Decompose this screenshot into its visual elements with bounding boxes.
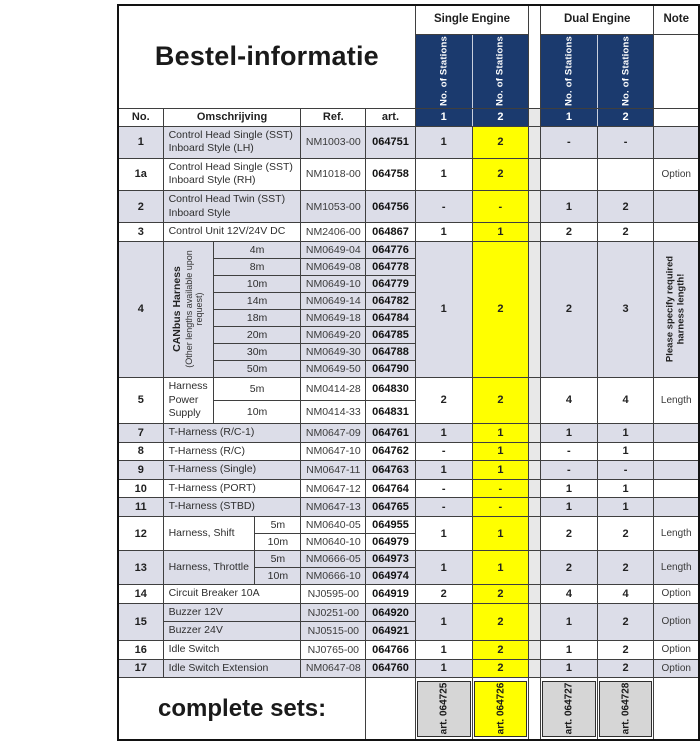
row-no: 8 bbox=[118, 442, 163, 461]
length-option: 10m bbox=[213, 400, 301, 423]
ref-code: NM0649-10 bbox=[301, 275, 366, 292]
qty-dual-1: 1 bbox=[541, 641, 598, 660]
ref-code: NM0414-33 bbox=[301, 400, 366, 423]
item-description: Control Head Twin (SST) Inboard Style bbox=[163, 191, 301, 223]
qty-single-1: 1 bbox=[415, 126, 472, 158]
note-cell bbox=[654, 442, 699, 461]
qty-dual-1: 2 bbox=[541, 241, 598, 377]
note-cell bbox=[654, 479, 699, 498]
art-number: 064778 bbox=[366, 258, 416, 275]
qty-dual-1: 1 bbox=[541, 423, 598, 442]
qty-dual-2: 1 bbox=[597, 479, 654, 498]
qty-single-1: 1 bbox=[415, 641, 472, 660]
item-description: Circuit Breaker 10A bbox=[163, 585, 301, 604]
art-number: 064760 bbox=[366, 659, 416, 678]
station-count-single-1: 1 bbox=[415, 108, 472, 126]
art-number: 064955 bbox=[366, 517, 416, 534]
art-number: 064763 bbox=[366, 461, 416, 480]
qty-single-1: 1 bbox=[415, 461, 472, 480]
spacer-cell bbox=[529, 377, 541, 423]
qty-single-2: 2 bbox=[472, 241, 529, 377]
stations-cell-single-1 bbox=[415, 34, 472, 108]
footer-art-dual-1 bbox=[541, 678, 598, 740]
spacer-cell bbox=[529, 498, 541, 517]
stations-label: No. of Stations bbox=[438, 35, 450, 107]
stations-cell-dual-1 bbox=[541, 34, 598, 108]
qty-dual-1: - bbox=[541, 461, 598, 480]
qty-single-1: 1 bbox=[415, 551, 472, 585]
row-no: 1 bbox=[118, 126, 163, 158]
qty-single-1: - bbox=[415, 191, 472, 223]
item-description: Control Head Single (SST) Inboard Style (LH) bbox=[163, 126, 301, 158]
art-number: 064973 bbox=[366, 551, 416, 568]
col-header-no: No. bbox=[118, 108, 163, 126]
qty-single-2: - bbox=[472, 191, 529, 223]
ref-code: NM0649-30 bbox=[301, 343, 366, 360]
length-option: 14m bbox=[213, 292, 301, 309]
ref-code: NM0647-13 bbox=[301, 498, 366, 517]
qty-single-1: 1 bbox=[415, 241, 472, 377]
qty-dual-2: 1 bbox=[597, 442, 654, 461]
spacer-cell bbox=[529, 423, 541, 442]
art-number: 064867 bbox=[366, 223, 416, 242]
note-cell bbox=[654, 498, 699, 517]
table-row bbox=[118, 461, 699, 480]
art-number: 064790 bbox=[366, 360, 416, 377]
header-spacer bbox=[529, 5, 541, 108]
art-number: 064979 bbox=[366, 534, 416, 551]
item-description: Harness, Throttle bbox=[163, 551, 255, 585]
art-number: 064765 bbox=[366, 498, 416, 517]
col-header-ref: Ref. bbox=[301, 108, 366, 126]
stations-label: No. of Stations bbox=[620, 35, 632, 107]
ref-code: NM0649-20 bbox=[301, 326, 366, 343]
qty-dual-2: 2 bbox=[597, 191, 654, 223]
ref-code: NM1018-00 bbox=[301, 158, 366, 190]
ref-code: NM0414-28 bbox=[301, 377, 366, 400]
item-description: T-Harness (Single) bbox=[163, 461, 301, 480]
ref-code: NM0647-11 bbox=[301, 461, 366, 480]
qty-single-2: 1 bbox=[472, 461, 529, 480]
qty-dual-2: 2 bbox=[597, 551, 654, 585]
item-description: Buzzer 24V bbox=[163, 622, 301, 641]
ref-code: NM0647-10 bbox=[301, 442, 366, 461]
length-option: 5m bbox=[255, 551, 301, 568]
length-option: 30m bbox=[213, 343, 301, 360]
note-cell: Length bbox=[654, 517, 699, 551]
ref-code: NM0649-14 bbox=[301, 292, 366, 309]
table-row bbox=[118, 498, 699, 517]
item-description: T-Harness (PORT) bbox=[163, 479, 301, 498]
qty-single-2: 1 bbox=[472, 517, 529, 551]
item-description: Idle Switch bbox=[163, 641, 301, 660]
spacer-cell bbox=[529, 641, 541, 660]
row-no: 13 bbox=[118, 551, 163, 585]
qty-single-2: 1 bbox=[472, 423, 529, 442]
dual-engine-header: Dual Engine bbox=[541, 5, 654, 34]
col-header-art: art. bbox=[366, 108, 416, 126]
station-count-dual-1: 1 bbox=[541, 108, 598, 126]
qty-dual-2 bbox=[597, 158, 654, 190]
art-number: 064764 bbox=[366, 479, 416, 498]
ref-code: NM0649-50 bbox=[301, 360, 366, 377]
spacer-cell bbox=[529, 479, 541, 498]
qty-dual-1: 2 bbox=[541, 517, 598, 551]
table-row bbox=[118, 423, 699, 442]
note-cell: Length bbox=[654, 551, 699, 585]
art-number: 064776 bbox=[366, 241, 416, 258]
art-number: 064919 bbox=[366, 585, 416, 604]
length-option: 5m bbox=[255, 517, 301, 534]
length-option: 10m bbox=[255, 568, 301, 585]
qty-single-2: 1 bbox=[472, 223, 529, 242]
art-number: 064762 bbox=[366, 442, 416, 461]
row-no: 12 bbox=[118, 517, 163, 551]
spacer-cell bbox=[529, 108, 541, 126]
art-number: 064831 bbox=[366, 400, 416, 423]
item-description-vertical bbox=[163, 241, 213, 377]
art-number: 064830 bbox=[366, 377, 416, 400]
length-option: 5m bbox=[213, 377, 301, 400]
art-number: 064785 bbox=[366, 326, 416, 343]
item-description: Buzzer 12V bbox=[163, 603, 301, 622]
spacer-cell bbox=[529, 241, 541, 377]
qty-dual-1: 1 bbox=[541, 479, 598, 498]
spacer-cell bbox=[529, 223, 541, 242]
row-no: 16 bbox=[118, 641, 163, 660]
engine-header-row bbox=[118, 5, 699, 34]
row-no: 17 bbox=[118, 659, 163, 678]
row-no: 4 bbox=[118, 241, 163, 377]
qty-single-2: - bbox=[472, 479, 529, 498]
station-count-dual-2: 2 bbox=[597, 108, 654, 126]
art-number-vertical: art. 064728 bbox=[620, 682, 632, 735]
qty-single-2: 2 bbox=[472, 585, 529, 604]
qty-single-1: 1 bbox=[415, 659, 472, 678]
note-cell: Option bbox=[654, 603, 699, 640]
art-number: 064782 bbox=[366, 292, 416, 309]
table-row bbox=[118, 659, 699, 678]
note-cell-vertical bbox=[654, 241, 699, 377]
note-cell bbox=[654, 191, 699, 223]
qty-single-1: 1 bbox=[415, 158, 472, 190]
length-option: 8m bbox=[213, 258, 301, 275]
length-option: 50m bbox=[213, 360, 301, 377]
ref-code: NM0666-05 bbox=[301, 551, 366, 568]
single-engine-header: Single Engine bbox=[415, 5, 528, 34]
col-header-omschrijving: Omschrijving bbox=[163, 108, 301, 126]
spacer-cell bbox=[529, 126, 541, 158]
table-row bbox=[118, 517, 699, 534]
ref-code: NM0649-18 bbox=[301, 309, 366, 326]
art-number: 064921 bbox=[366, 622, 416, 641]
order-rows bbox=[118, 126, 699, 678]
qty-dual-1: 1 bbox=[541, 191, 598, 223]
footer-art-single-1 bbox=[415, 678, 472, 740]
table-row bbox=[118, 641, 699, 660]
art-number: 064761 bbox=[366, 423, 416, 442]
qty-single-1: - bbox=[415, 479, 472, 498]
qty-dual-1: - bbox=[541, 126, 598, 158]
art-box bbox=[599, 681, 653, 737]
spacer-cell bbox=[529, 158, 541, 190]
stations-cell-single-2 bbox=[472, 34, 529, 108]
qty-dual-1: 1 bbox=[541, 659, 598, 678]
qty-single-1: 1 bbox=[415, 423, 472, 442]
ref-code: NM0647-12 bbox=[301, 479, 366, 498]
art-number: 064788 bbox=[366, 343, 416, 360]
stations-label: No. of Stations bbox=[563, 35, 575, 107]
qty-dual-2: - bbox=[597, 126, 654, 158]
qty-single-2: 1 bbox=[472, 551, 529, 585]
qty-dual-1: 4 bbox=[541, 585, 598, 604]
qty-dual-2: 2 bbox=[597, 223, 654, 242]
complete-sets-row bbox=[118, 678, 699, 740]
note-cell: Length bbox=[654, 377, 699, 423]
art-number: 064766 bbox=[366, 641, 416, 660]
row-no: 3 bbox=[118, 223, 163, 242]
spacer-cell bbox=[529, 603, 541, 640]
art-number: 064779 bbox=[366, 275, 416, 292]
table-row bbox=[118, 241, 699, 258]
qty-dual-2: 2 bbox=[597, 659, 654, 678]
qty-single-1: - bbox=[415, 498, 472, 517]
qty-dual-2: - bbox=[597, 461, 654, 480]
column-header-row bbox=[118, 108, 699, 126]
art-number: 064920 bbox=[366, 603, 416, 622]
art-box-highlighted bbox=[474, 681, 528, 737]
qty-single-2: 2 bbox=[472, 158, 529, 190]
length-option: 20m bbox=[213, 326, 301, 343]
row-no: 15 bbox=[118, 603, 163, 640]
art-number: 064974 bbox=[366, 568, 416, 585]
qty-dual-2: 3 bbox=[597, 241, 654, 377]
ref-code: NM0640-10 bbox=[301, 534, 366, 551]
qty-single-2: 2 bbox=[472, 659, 529, 678]
qty-single-1: 2 bbox=[415, 585, 472, 604]
qty-dual-1: 2 bbox=[541, 223, 598, 242]
ref-code: NM1053-00 bbox=[301, 191, 366, 223]
item-description: Control Unit 12V/24V DC bbox=[163, 223, 301, 242]
item-description: T-Harness (R/C) bbox=[163, 442, 301, 461]
vertical-label: CANbus Harness (Other lengths available upon request) bbox=[171, 250, 205, 369]
art-number: 064751 bbox=[366, 126, 416, 158]
art-number: 064758 bbox=[366, 158, 416, 190]
note-cell bbox=[654, 126, 699, 158]
table-row bbox=[118, 191, 699, 223]
note-cell: Option bbox=[654, 659, 699, 678]
length-option: 10m bbox=[255, 534, 301, 551]
length-option: 18m bbox=[213, 309, 301, 326]
stations-label: No. of Stations bbox=[494, 35, 506, 107]
qty-dual-2: 4 bbox=[597, 377, 654, 423]
spacer-cell bbox=[529, 442, 541, 461]
qty-single-1: 1 bbox=[415, 517, 472, 551]
qty-single-2: - bbox=[472, 498, 529, 517]
note-cell: Option bbox=[654, 641, 699, 660]
spacer-cell bbox=[529, 191, 541, 223]
note-empty-cell bbox=[654, 108, 699, 126]
qty-single-1: 1 bbox=[415, 603, 472, 640]
qty-single-2: 1 bbox=[472, 442, 529, 461]
qty-single-2: 2 bbox=[472, 641, 529, 660]
table-row bbox=[118, 126, 699, 158]
table-row bbox=[118, 442, 699, 461]
spacer-cell bbox=[529, 585, 541, 604]
qty-dual-1: - bbox=[541, 442, 598, 461]
table-row bbox=[118, 479, 699, 498]
art-number-vertical: art. 064727 bbox=[563, 682, 575, 735]
row-no: 5 bbox=[118, 377, 163, 423]
item-description: Idle Switch Extension bbox=[163, 659, 301, 678]
art-box bbox=[542, 681, 596, 737]
qty-dual-2: 4 bbox=[597, 585, 654, 604]
ref-code: NJ0515-00 bbox=[301, 622, 366, 641]
note-cell: Option bbox=[654, 158, 699, 190]
vertical-note: Please specify required harness length! bbox=[664, 256, 688, 363]
note-cell bbox=[654, 423, 699, 442]
art-number: 064784 bbox=[366, 309, 416, 326]
note-cell: Option bbox=[654, 585, 699, 604]
page-title-cell bbox=[118, 5, 415, 108]
table-row bbox=[118, 603, 699, 622]
row-no: 9 bbox=[118, 461, 163, 480]
page-title: Bestel-informatie bbox=[154, 41, 379, 72]
ref-code: NM0649-04 bbox=[301, 241, 366, 258]
ref-code: NM0649-08 bbox=[301, 258, 366, 275]
qty-dual-2: 2 bbox=[597, 603, 654, 640]
item-description: Control Head Single (SST) Inboard Style (RH) bbox=[163, 158, 301, 190]
art-number-vertical: art. 064725 bbox=[438, 682, 450, 735]
qty-dual-1: 1 bbox=[541, 498, 598, 517]
ref-code: NM2406-00 bbox=[301, 223, 366, 242]
footer-note-cell bbox=[654, 678, 699, 740]
spacer-cell bbox=[529, 659, 541, 678]
station-count-single-2: 2 bbox=[472, 108, 529, 126]
ref-code: NM0640-05 bbox=[301, 517, 366, 534]
art-number: 064756 bbox=[366, 191, 416, 223]
row-no: 2 bbox=[118, 191, 163, 223]
table-row bbox=[118, 223, 699, 242]
footer-art-dual-2 bbox=[597, 678, 654, 740]
qty-dual-2: 1 bbox=[597, 498, 654, 517]
note-header: Note bbox=[654, 5, 699, 34]
table-row bbox=[118, 551, 699, 568]
spacer-cell bbox=[529, 517, 541, 551]
spacer-cell bbox=[529, 551, 541, 585]
ref-code: NM0647-09 bbox=[301, 423, 366, 442]
qty-dual-1 bbox=[541, 158, 598, 190]
ref-code: NM0666-10 bbox=[301, 568, 366, 585]
item-description: Harness Power Supply bbox=[163, 377, 213, 423]
footer-spacer bbox=[529, 678, 541, 740]
row-no: 14 bbox=[118, 585, 163, 604]
stations-cell-dual-2 bbox=[597, 34, 654, 108]
art-number-vertical: art. 064726 bbox=[494, 682, 506, 735]
ref-code: NM1003-00 bbox=[301, 126, 366, 158]
table-row bbox=[118, 158, 699, 190]
item-description: Harness, Shift bbox=[163, 517, 255, 551]
qty-single-2: 2 bbox=[472, 603, 529, 640]
ref-code: NJ0595-00 bbox=[301, 585, 366, 604]
qty-dual-1: 1 bbox=[541, 603, 598, 640]
qty-single-2: 2 bbox=[472, 126, 529, 158]
qty-single-1: - bbox=[415, 442, 472, 461]
order-table bbox=[117, 4, 700, 741]
row-no: 11 bbox=[118, 498, 163, 517]
footer-empty-art-col bbox=[366, 678, 416, 740]
length-option: 10m bbox=[213, 275, 301, 292]
footer-art-single-2 bbox=[472, 678, 529, 740]
length-option: 4m bbox=[213, 241, 301, 258]
item-description: T-Harness (R/C-1) bbox=[163, 423, 301, 442]
qty-dual-1: 4 bbox=[541, 377, 598, 423]
qty-single-1: 1 bbox=[415, 223, 472, 242]
qty-dual-2: 2 bbox=[597, 517, 654, 551]
note-cell bbox=[654, 461, 699, 480]
complete-sets-cell bbox=[118, 678, 366, 740]
note-cell bbox=[654, 223, 699, 242]
ref-code: NJ0251-00 bbox=[301, 603, 366, 622]
note-empty-cell bbox=[654, 34, 699, 108]
art-box bbox=[417, 681, 471, 737]
qty-single-1: 2 bbox=[415, 377, 472, 423]
row-no: 10 bbox=[118, 479, 163, 498]
qty-dual-2: 2 bbox=[597, 641, 654, 660]
qty-dual-1: 2 bbox=[541, 551, 598, 585]
ref-code: NJ0765-00 bbox=[301, 641, 366, 660]
qty-single-2: 2 bbox=[472, 377, 529, 423]
table-row bbox=[118, 585, 699, 604]
ref-code: NM0647-08 bbox=[301, 659, 366, 678]
row-no: 7 bbox=[118, 423, 163, 442]
complete-sets-label: complete sets: bbox=[158, 694, 327, 722]
table-row bbox=[118, 377, 699, 400]
qty-dual-2: 1 bbox=[597, 423, 654, 442]
item-description: T-Harness (STBD) bbox=[163, 498, 301, 517]
spacer-cell bbox=[529, 461, 541, 480]
row-no: 1a bbox=[118, 158, 163, 190]
